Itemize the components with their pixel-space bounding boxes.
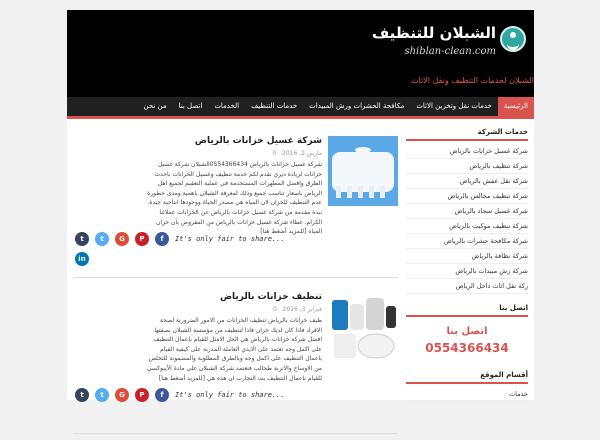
site-name-arabic: الشبلان للتنظيف [371, 24, 496, 42]
nav-item-about[interactable]: من نحن [143, 102, 167, 110]
post-date: مارس 2, 2016 [281, 150, 322, 157]
post-comments[interactable]: 0 [272, 150, 277, 157]
contact-label: اتصل بنا [446, 326, 488, 337]
tumblr-icon[interactable]: t [75, 388, 89, 402]
post-meta [273, 306, 322, 313]
nav-item-home[interactable]: الرئيسية [498, 97, 534, 116]
service-link[interactable]: ركة نقل اثاث داخل الرياض [406, 279, 528, 294]
sections-widget [406, 371, 528, 402]
post-meta [272, 150, 322, 157]
service-link[interactable]: شركة غسيل خزانات بالرياض [406, 144, 528, 159]
twitter-icon[interactable]: t [95, 388, 109, 402]
service-link[interactable]: شركة تنظيف بالرياض [406, 159, 528, 174]
site-header [67, 10, 534, 97]
service-link[interactable]: شركة تنظيف موكيت بالرياض [406, 219, 528, 234]
nav-item-pest-control[interactable]: مكافحة الحشرات ورش المبيدات [309, 102, 405, 110]
post-card [73, 128, 398, 278]
service-link[interactable]: شركة مكافحة حشرات بالرياض [406, 234, 528, 249]
services-widget [406, 128, 528, 294]
nav-item-cleaning[interactable]: خدمات التنظيف [251, 102, 298, 110]
site-name-english: shiblan-clean.com [404, 46, 496, 57]
post-thumbnail[interactable] [328, 292, 398, 362]
site-logo[interactable] [371, 24, 526, 70]
share-label: It's only fair to share... [175, 235, 285, 243]
post-comments[interactable]: 0 [272, 306, 277, 313]
contact-phone[interactable]: 0554366434 [425, 341, 509, 355]
services-widget-title: خدمات الشركة [406, 128, 528, 141]
sections-widget-title: أقسام الموقع [406, 371, 528, 384]
nav-item-contact[interactable]: اتصل بنا [178, 102, 203, 110]
section-link[interactable]: خدمات [406, 387, 528, 402]
service-link[interactable]: شركة تنظيف مجالس بالرياض [406, 189, 528, 204]
main-nav [67, 97, 534, 119]
share-label: It's only fair to share... [175, 391, 285, 399]
nav-item-moving[interactable]: خدمات نقل وتخزين الاثاث [416, 102, 492, 110]
facebook-icon[interactable]: f [155, 388, 169, 402]
site-tagline: الشبلان لخدمات التنظيف ونقل الاثاث [410, 76, 534, 85]
page-wrapper [67, 10, 534, 400]
linkedin-icon[interactable]: in [75, 252, 89, 266]
post-thumbnail[interactable] [328, 136, 398, 206]
post-date: فبراير 3, 2016 [282, 306, 322, 313]
pinterest-icon[interactable]: P [135, 232, 149, 246]
pinterest-icon[interactable]: P [135, 388, 149, 402]
service-link[interactable]: شركة نظافة بالرياض [406, 249, 528, 264]
post-card [73, 284, 398, 434]
post-excerpt: طيف خزانات بالرياض تنظيف الخزانات من الامور الضرورية لصحة الافراد فاذا كان لديك خزان فاذا لتنظيف من مؤسسة الشبلان بصفتها افضل شركة خزانات بالرياض هي الحل الامثل للقيام باعمال التنظيف على اكمل وجه تعتمد على الايدي العاملة المدربة على كيفية القيام باعمال التنظيف على اكمل وجه وبالطرق المطلوبة والمضمونة للتخلص من الاوساخ والاتربة طحالب فتعتمد شركة الشبلان على مادة الأيبوكسي للقيام باعمال التنظيف بت التجارب ان هذه هي [للمزيد أضغط هنا] [146, 317, 322, 382]
google-plus-icon[interactable]: G [115, 232, 129, 246]
share-row-2 [75, 252, 89, 266]
facebook-icon[interactable]: f [155, 232, 169, 246]
sidebar [406, 128, 528, 412]
service-link[interactable]: شركة رش مبيدات بالرياض [406, 264, 528, 279]
post-title[interactable]: تنظيف خزانات بالرياض [219, 292, 322, 302]
share-row [75, 232, 285, 246]
google-plus-icon[interactable]: G [115, 388, 129, 402]
tumblr-icon[interactable]: t [75, 232, 89, 246]
contact-widget [406, 304, 528, 361]
post-title[interactable]: شركة غسيل خزانات بالرياض [194, 136, 322, 146]
nav-item-services[interactable]: الخدمات [214, 102, 240, 110]
contact-widget-title: اتصل بنا [406, 304, 528, 317]
service-link[interactable]: شركة نقل عفش بالرياض [406, 174, 528, 189]
logo-icon [500, 26, 526, 52]
main-content [73, 128, 398, 440]
share-row [75, 388, 285, 402]
contact-box[interactable] [406, 320, 528, 361]
service-link[interactable]: شركة غسيل سجاد بالرياض [406, 204, 528, 219]
post-excerpt: شركة غسيل خزانات بالرياض 0554366434الشبلان شركة غسيل خزانات لزيادة ديري نقدم لكم خدمة تنظيف وغسيل الخزانات باحدث الطرق وافضل المطهرات المستخدمة في عملية التعقيم لجميع اهل الرياض باسعار تناسب جميع وذلك لمعرفة الشبلان باهمية ومدى خطورة عدم التنظيف للخزان لان المياه هي مصدر الحياة ووجودها انتاجية جيدة. نبذة مقدمة من شركة غسيل خزانات بالرياض عن الخزانات عملائنا الكرام. غطاء شركة غسيل خزانات بالرياض من المفروض بأن خزان المياه [للمزيد أضغط هنا] [147, 161, 322, 236]
twitter-icon[interactable]: t [95, 232, 109, 246]
